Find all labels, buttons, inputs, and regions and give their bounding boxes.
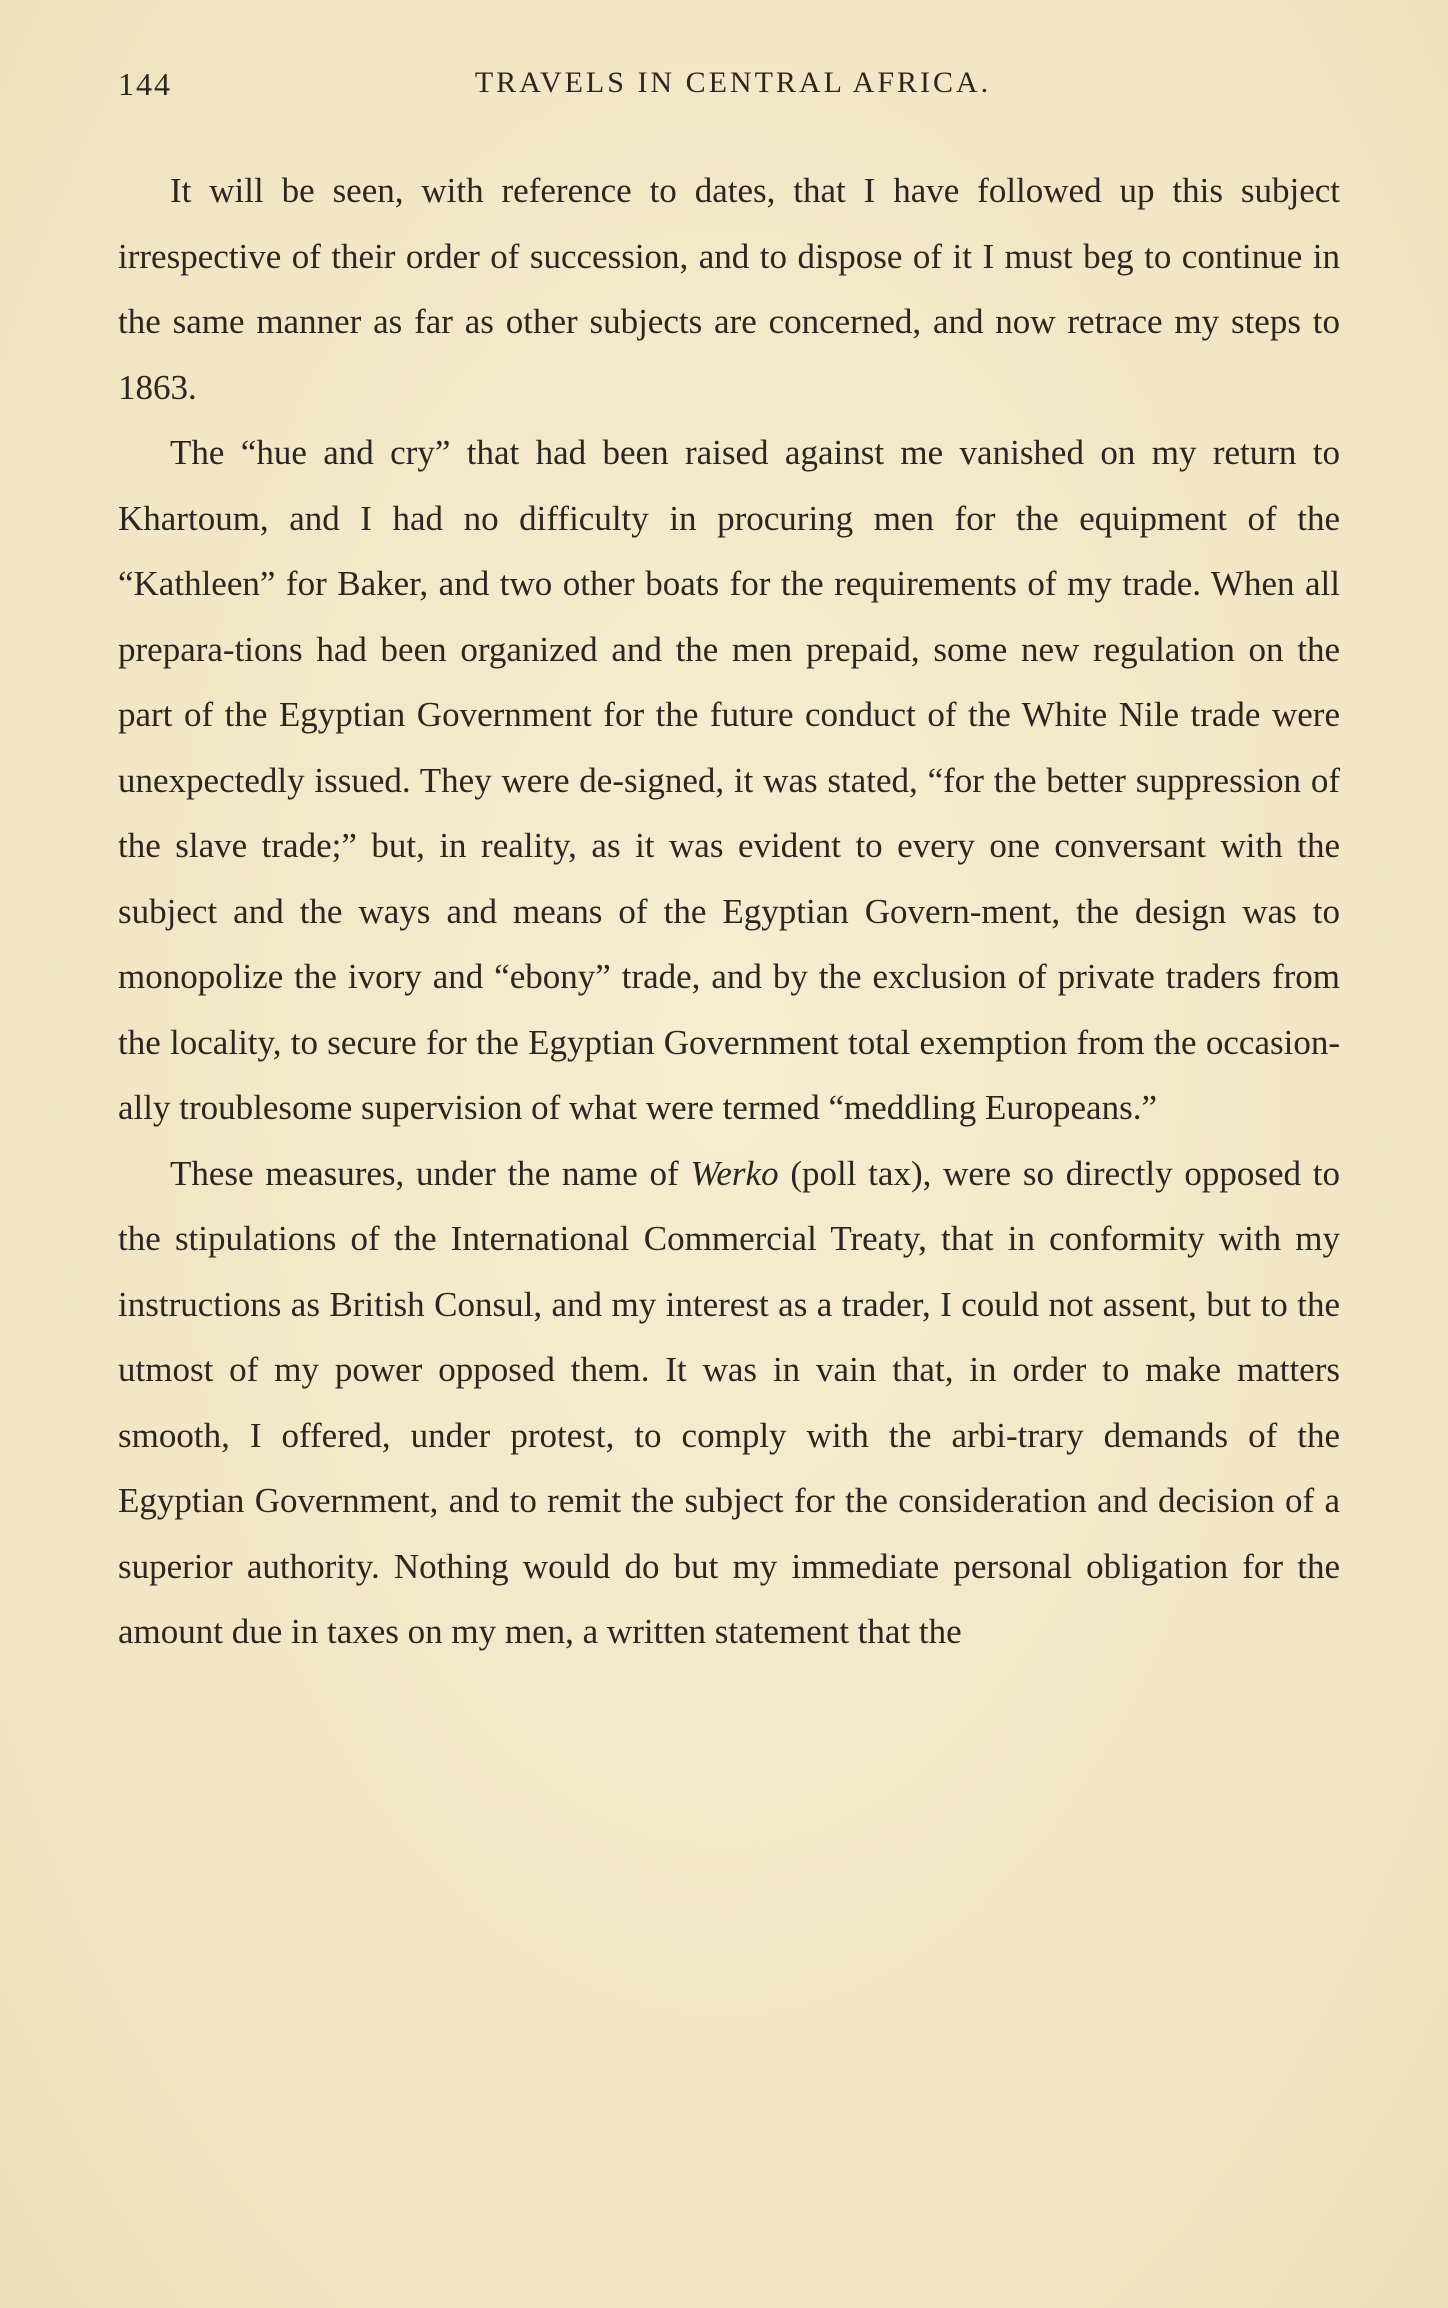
paragraph-3-rest: (poll tax), were so directly opposed to the stipulations of the International Commercial Treaty, that in conformity with my instructions as British Consul, and my interest as a trader, I could not assent, but to the utmost of my power opposed them. It was in vain that, in order to make matters smooth, I offered, under protest, to comply with the arbi-trary demands of the Egyptian Government, and to remit the subject for the consideration and decision of a superior authority. Nothing would do but my immediate personal obligation for the amount due in taxes on my men, a written statement that the <box>118 1153 1340 1651</box>
paragraph-1: It will be seen, with reference to dates, that I have followed up this subject irrespective of their order of succession, and to dispose of it I must beg to continue in the same manner as far as other subjects are concerned, and now retrace my steps to 1863. <box>118 171 1340 407</box>
italic-term-werko: Werko <box>690 1153 779 1193</box>
body-text <box>118 158 1340 1665</box>
paragraph-3 <box>118 1141 1340 1665</box>
paragraph-2: The “hue and cry” that had been raised against me vanished on my return to Khartoum, and I had no difficulty in procuring men for the equipment of the “Kathleen” for Baker, and two other boats for the requirements of my trade. When all prepara-tions had been organized and the men prepaid, some new regulation on the part of the Egyptian Government for the future conduct of the White Nile trade were unexpectedly issued. They were de-signed, it was stated, “for the better suppression of the slave trade;” but, in reality, as it was evident to every one conversant with the subject and the ways and means of the Egyptian Govern-ment, the design was to monopolize the ivory and “ebony” trade, and by the exclusion of private traders from the locality, to secure for the Egyptian Government total exemption from the occasion-ally troublesome supervision of what were termed “meddling Europeans.” <box>118 433 1340 1127</box>
running-head <box>118 66 1348 116</box>
page-number: 144 <box>118 66 172 102</box>
paragraph-3-start: These measures, under the name of <box>170 1153 691 1193</box>
running-title: TRAVELS IN CENTRAL AFRICA. <box>474 66 992 99</box>
